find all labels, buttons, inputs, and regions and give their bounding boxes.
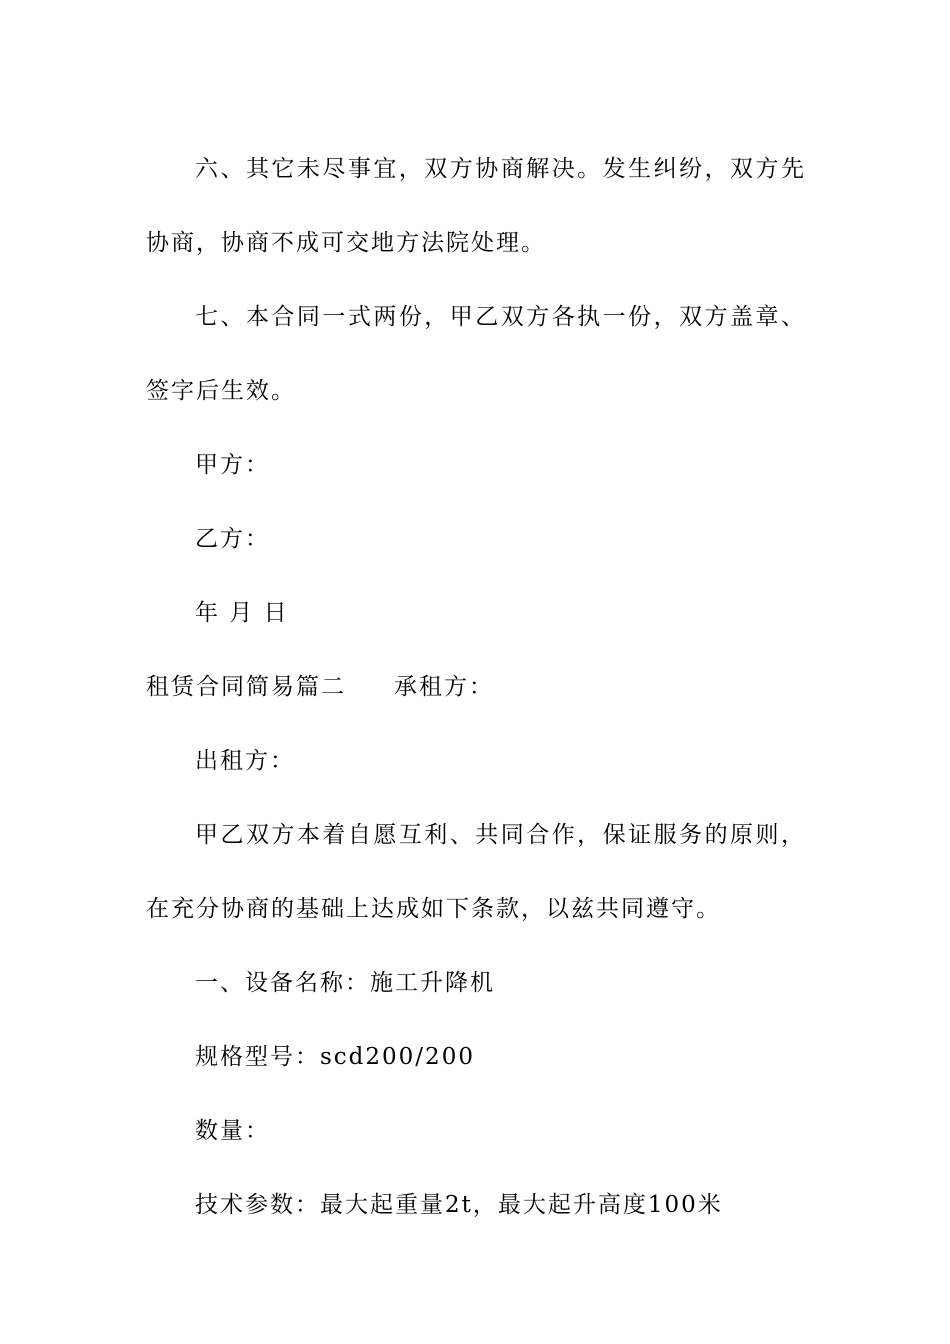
clause-seven: 七、本合同一式两份，甲乙双方各执一份，双方盖章、签字后生效。 [146, 304, 806, 404]
tenant-label: 承租方： [394, 674, 494, 700]
date-line: 年 月 日 [195, 600, 289, 626]
section-two-header [146, 650, 806, 724]
section-title: 租赁合同简易篇二 [146, 674, 346, 700]
document-body [146, 132, 806, 1242]
model-spec-line: 规格型号：scd200/200 [195, 1044, 475, 1070]
lessor-label: 出租方： [195, 748, 295, 774]
party-a-label: 甲方： [195, 452, 270, 478]
preamble-paragraph: 甲乙双方本着自愿互利、共同合作，保证服务的原则，在充分协商的基础上达成如下条款，以兹共同遵守。 [146, 822, 806, 922]
equipment-name-line: 一、设备名称：施工升降机 [195, 970, 495, 996]
quantity-line: 数量： [195, 1118, 270, 1144]
clause-six: 六、其它未尽事宜，双方协商解决。发生纠纷，双方先协商，协商不成可交地方法院处理。 [146, 156, 806, 256]
party-b-label: 乙方： [195, 526, 270, 552]
technical-parameters-line: 技术参数：最大起重量2t，最大起升高度100米 [195, 1192, 723, 1218]
